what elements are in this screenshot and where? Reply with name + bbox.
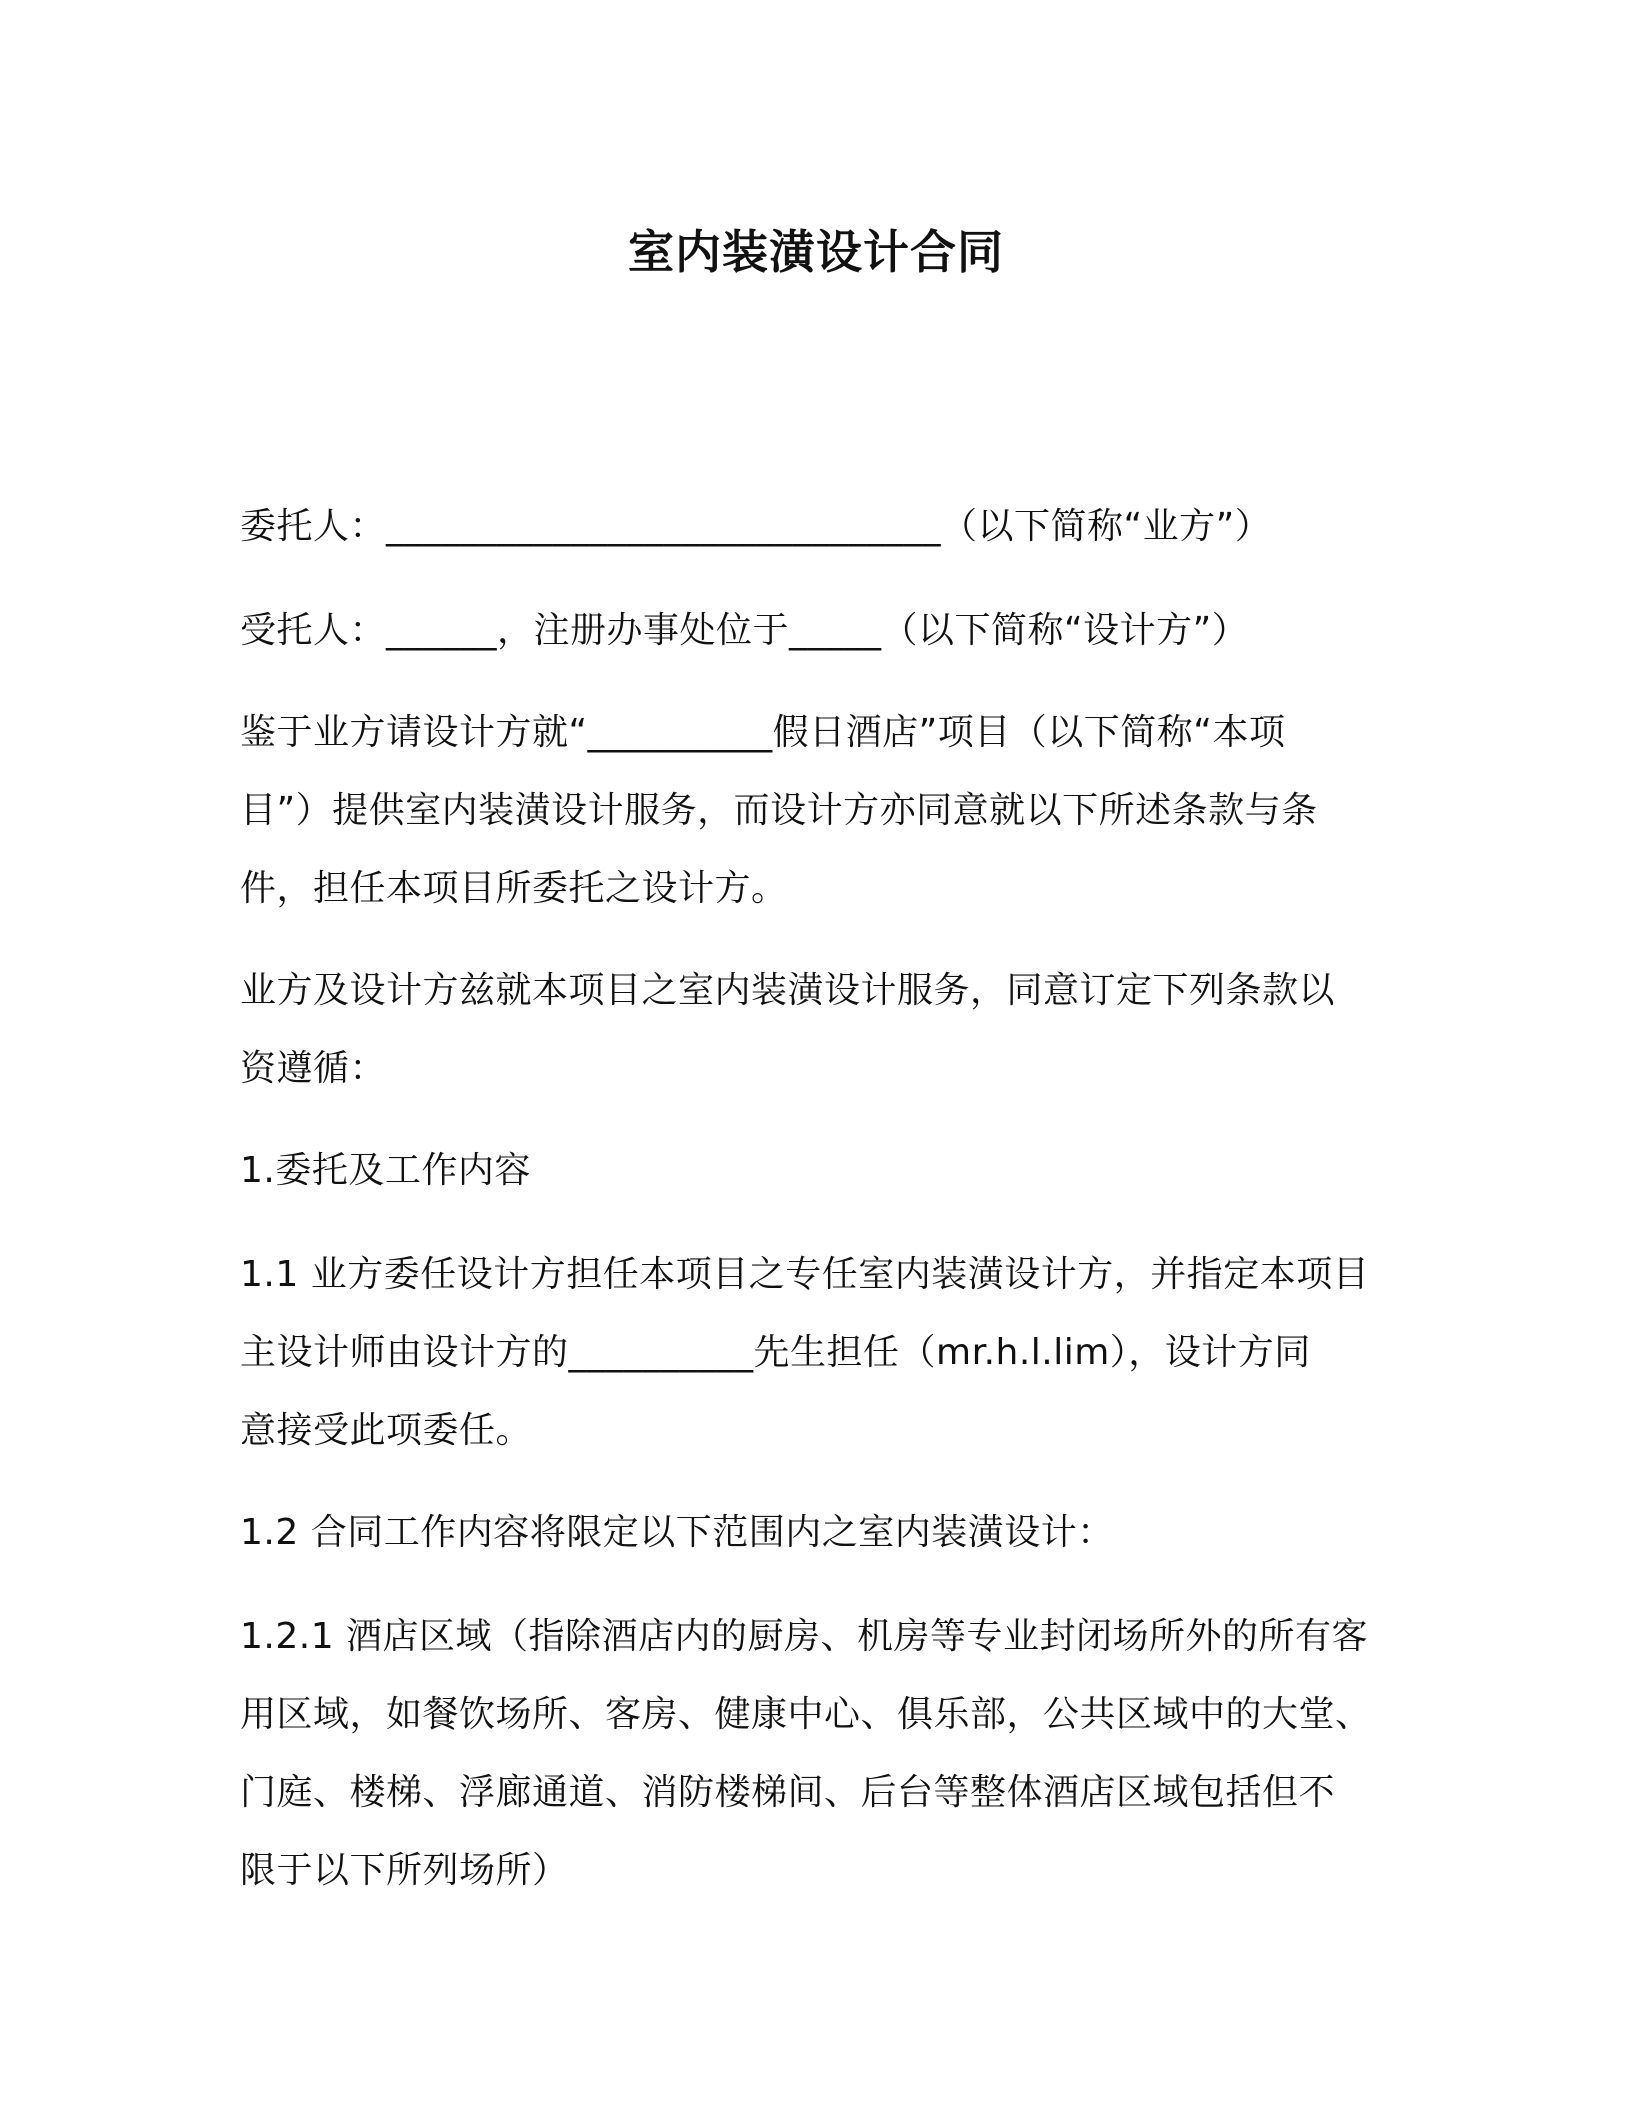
document-title: 室内装潢设计合同 [628, 225, 1004, 279]
clause-1-2 [240, 1494, 1390, 1572]
text-line: 1.1 业方委任设计方担任本项目之专任室内装潢设计方，并指定本项目 [240, 1254, 1370, 1295]
paragraph-designer [240, 592, 1390, 670]
text-line: 鉴于业方请设计方就“__________假日酒店”项目（以下简称“本项 [240, 712, 1286, 753]
text-line: 受托人：______，注册办事处位于_____（以下简称“设计方”） [240, 610, 1249, 651]
text-line: 委托人：______________________________（以下简称“业方”） [240, 506, 1272, 547]
text-line: 业方及设计方兹就本项目之室内装潢设计服务，同意订定下列条款以 [240, 970, 1336, 1011]
text-line: 1.2 合同工作内容将限定以下范围内之室内装潢设计： [240, 1512, 1114, 1553]
section-heading-1 [240, 1132, 1390, 1210]
paragraph-whereas [240, 694, 1390, 928]
clause-1-2-1 [240, 1598, 1390, 1910]
text-line: 用区域，如餐饮场所、客房、健康中心、俱乐部，公共区域中的大堂、 [240, 1694, 1372, 1735]
text-line: 门庭、楼梯、浮廊通道、消防楼梯间、后台等整体酒店区域包括但不 [240, 1772, 1336, 1813]
text-line: 1.委托及工作内容 [240, 1150, 531, 1191]
text-line: 意接受此项委任。 [240, 1410, 533, 1451]
paragraph-agreement [240, 952, 1390, 1108]
paragraph-client [240, 488, 1390, 566]
text-line: 资遵循： [240, 1048, 387, 1089]
text-line: 1.2.1 酒店区域（指除酒店内的厨房、机房等专业封闭场所外的所有客 [240, 1616, 1369, 1657]
text-line: 主设计师由设计方的__________先生担任（mr.h.l.lim），设计方同 [240, 1332, 1311, 1373]
clause-1-1 [240, 1236, 1390, 1470]
text-line: 件，担任本项目所委托之设计方。 [240, 868, 788, 909]
text-line: 目”）提供室内装潢设计服务，而设计方亦同意就以下所述条款与条 [240, 790, 1318, 831]
text-line: 限于以下所列场所） [240, 1850, 569, 1891]
